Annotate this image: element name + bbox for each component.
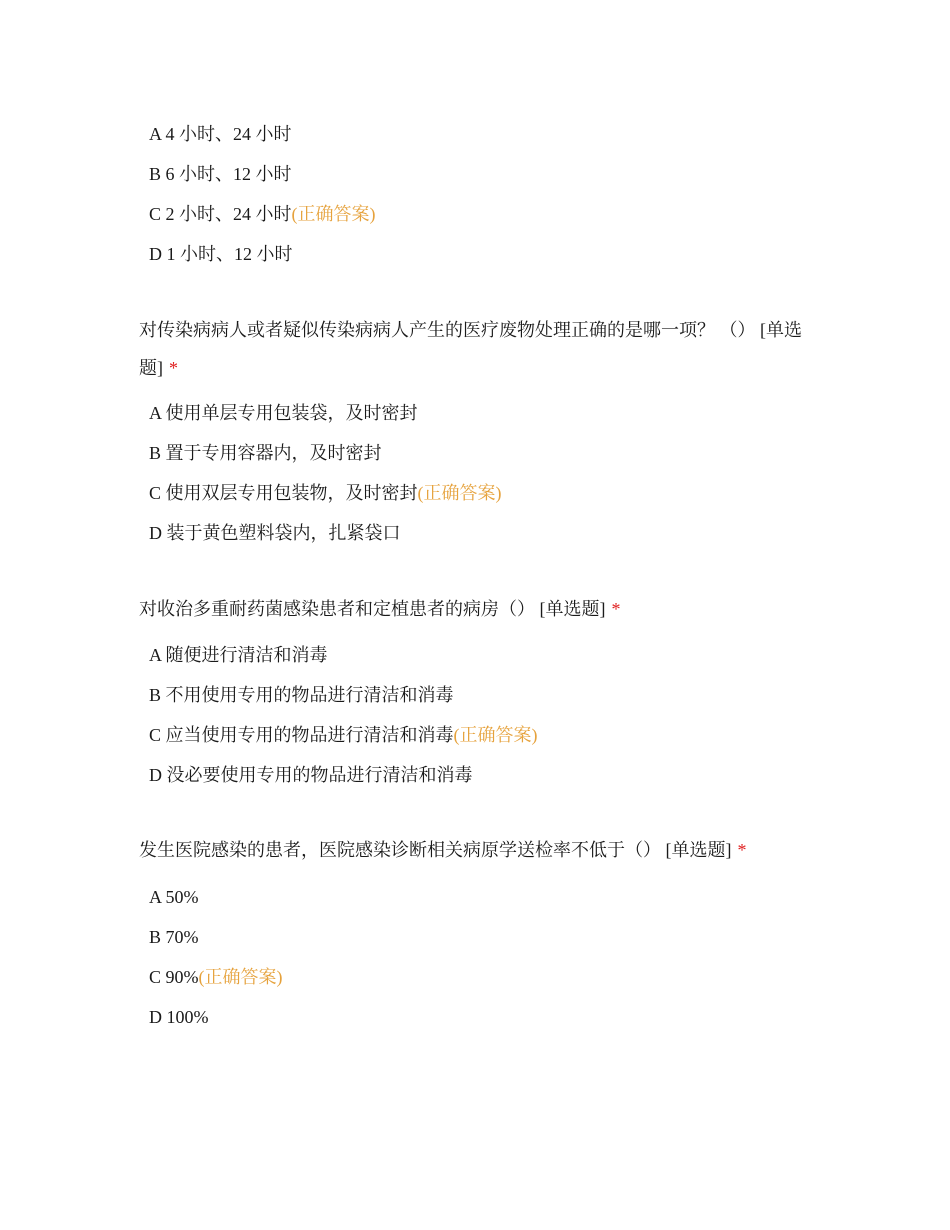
question-1-title <box>139 311 809 387</box>
question-text: 对收治多重耐药菌感染患者和定植患者的病房（） [单选题] <box>139 599 606 619</box>
option-text: B 6 小时、12 小时 <box>149 164 292 184</box>
required-marker: * <box>737 840 747 860</box>
option-text: B 置于专用容器内，及时密封 <box>149 443 382 463</box>
option-d <box>149 997 283 1037</box>
option-text: C 应当使用专用的物品进行清洁和消毒 <box>149 725 454 745</box>
question-0-options <box>149 114 376 274</box>
option-text: A 50% <box>149 887 199 907</box>
correct-answer-label: (正确答案) <box>291 204 376 224</box>
option-c <box>149 473 502 513</box>
option-text: A 使用单层专用包装袋，及时密封 <box>149 403 418 423</box>
option-text: D 100% <box>149 1007 209 1027</box>
correct-answer-label: (正确答案) <box>198 967 283 987</box>
required-marker: * <box>611 599 621 619</box>
option-c <box>149 194 376 234</box>
option-b <box>149 917 283 957</box>
required-marker: * <box>169 358 178 378</box>
question-3-options <box>149 877 283 1037</box>
question-2-options <box>149 635 538 795</box>
option-b <box>149 154 376 194</box>
option-text: C 使用双层专用包装物，及时密封 <box>149 483 418 503</box>
option-c <box>149 957 283 997</box>
option-a <box>149 114 376 154</box>
question-2-title <box>139 590 809 628</box>
option-c <box>149 715 538 755</box>
question-text: 发生医院感染的患者，医院感染诊断相关病原学送检率不低于（） [单选题] <box>139 840 732 860</box>
option-text: B 70% <box>149 927 199 947</box>
option-text: C 90% <box>149 967 199 987</box>
option-b <box>149 675 538 715</box>
option-d <box>149 234 376 274</box>
option-text: B 不用使用专用的物品进行清洁和消毒 <box>149 685 454 705</box>
question-text: 对传染病病人或者疑似传染病病人产生的医疗废物处理正确的是哪一项？ （） [单选题] <box>139 320 802 378</box>
question-1-options <box>149 393 502 553</box>
option-text: C 2 小时、24 小时 <box>149 204 292 224</box>
option-text: A 随便进行清洁和消毒 <box>149 645 328 665</box>
correct-answer-label: (正确答案) <box>453 725 538 745</box>
question-3-title <box>139 831 809 869</box>
option-a <box>149 635 538 675</box>
option-text: D 没必要使用专用的物品进行清洁和消毒 <box>149 765 473 785</box>
option-a <box>149 393 502 433</box>
option-text: A 4 小时、24 小时 <box>149 124 292 144</box>
option-d <box>149 755 538 795</box>
option-a <box>149 877 283 917</box>
correct-answer-label: (正确答案) <box>417 483 502 503</box>
option-text: D 1 小时、12 小时 <box>149 244 293 264</box>
option-d <box>149 513 502 553</box>
option-text: D 装于黄色塑料袋内，扎紧袋口 <box>149 523 401 543</box>
option-b <box>149 433 502 473</box>
